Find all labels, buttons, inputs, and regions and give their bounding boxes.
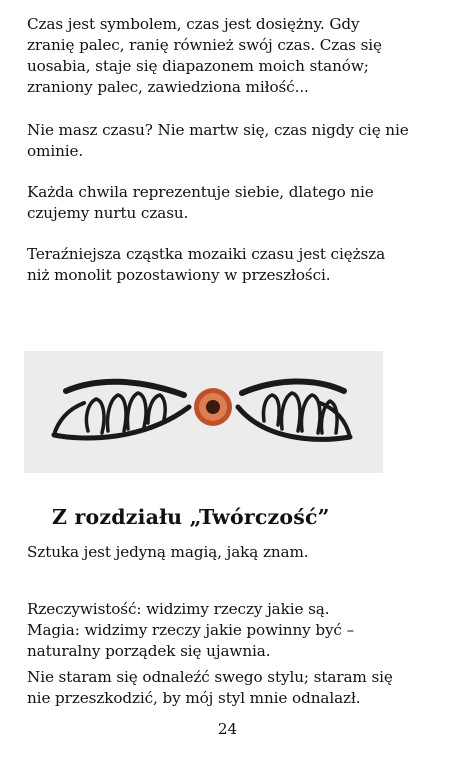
page-number: 24 xyxy=(217,720,238,738)
paragraph-each-moment: Każda chwila reprezentuje siebie, dlatego nie czujemy nurtu czasu. xyxy=(27,183,374,222)
paragraph-art-magic: Sztuka jest jedyną magią, jaką znam. xyxy=(27,543,309,561)
winged-eye-illustration xyxy=(24,351,383,473)
section-heading: Z rozdziału „Twórczość” xyxy=(52,505,330,529)
winged-eye-icon xyxy=(24,351,383,473)
eye xyxy=(194,388,232,426)
paragraph-reality-magic: Rzeczywistość: widzimy rzeczy jakie są. Magia: widzimy rzeczy jakie powinny być – naturalny porządek się ujawnia. xyxy=(27,600,355,660)
eye-pupil xyxy=(206,400,220,414)
paragraph-present-mosaic: Teraźniejsza cząstka mozaiki czasu jest cięższa niż monolit pozostawiony w przeszłości. xyxy=(27,245,386,284)
right-wing xyxy=(238,381,350,439)
paragraph-time-symbol: Czas jest symbolem, czas jest dosiężny. Gdy zranię palec, ranię również swój czas. Czas się uosabia, staje się diapazonem moich stanów; zraniony palec, zawiedziona miłość... xyxy=(27,15,382,96)
paragraph-style: Nie staram się odnaleźć swego stylu; staram się nie przeszkodzić, by mój styl mnie odnalazł. xyxy=(27,668,393,707)
left-wing xyxy=(54,382,189,438)
paragraph-no-time: Nie masz czasu? Nie martw się, czas nigdy cię nie ominie. xyxy=(27,121,409,160)
